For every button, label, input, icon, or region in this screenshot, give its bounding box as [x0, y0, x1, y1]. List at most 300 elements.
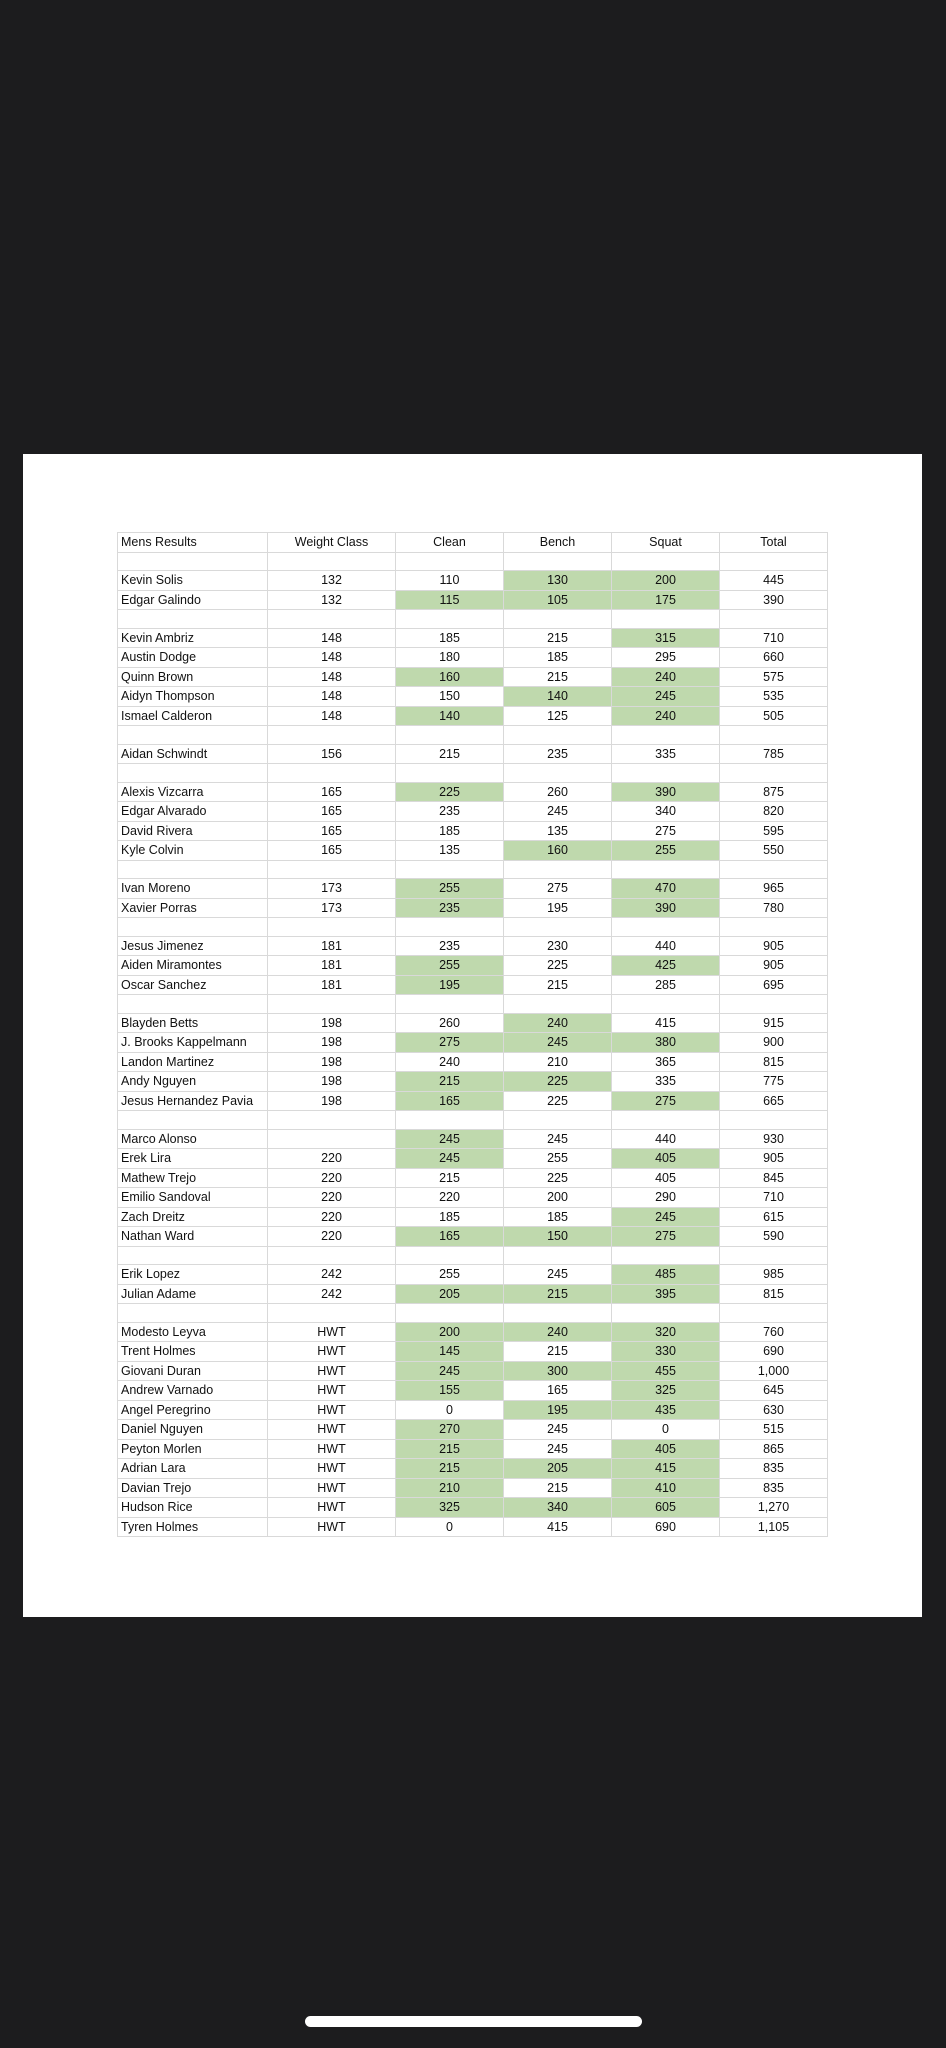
- empty-cell: [612, 726, 720, 745]
- bench-cell: 130: [504, 571, 612, 591]
- weight-class-cell: 220: [268, 1149, 396, 1169]
- athlete-name-cell: Ismael Calderon: [118, 706, 268, 726]
- clean-cell: 185: [396, 821, 504, 841]
- header-squat: Squat: [612, 533, 720, 553]
- table-row: [118, 1207, 828, 1227]
- squat-cell: 275: [612, 1091, 720, 1111]
- weight-class-cell: HWT: [268, 1439, 396, 1459]
- total-cell: 905: [720, 1149, 828, 1169]
- bench-cell: 215: [504, 1342, 612, 1362]
- total-cell: 575: [720, 667, 828, 687]
- weight-class-cell: 173: [268, 898, 396, 918]
- table-row: [118, 1013, 828, 1033]
- athlete-name-cell: J. Brooks Kappelmann: [118, 1033, 268, 1053]
- table-row: [118, 687, 828, 707]
- squat-cell: 315: [612, 628, 720, 648]
- athlete-name-cell: Adrian Lara: [118, 1459, 268, 1479]
- table-row: [118, 1322, 828, 1342]
- weight-class-cell: 198: [268, 1052, 396, 1072]
- empty-cell: [720, 552, 828, 571]
- total-cell: 900: [720, 1033, 828, 1053]
- empty-cell: [118, 1111, 268, 1130]
- empty-cell: [396, 764, 504, 783]
- total-cell: 535: [720, 687, 828, 707]
- total-cell: 710: [720, 628, 828, 648]
- clean-cell: 240: [396, 1052, 504, 1072]
- empty-cell: [396, 860, 504, 879]
- weight-class-cell: 198: [268, 1091, 396, 1111]
- bench-cell: 300: [504, 1361, 612, 1381]
- empty-cell: [396, 1304, 504, 1323]
- athlete-name-cell: Edgar Galindo: [118, 590, 268, 610]
- clean-cell: 150: [396, 687, 504, 707]
- weight-class-cell: 132: [268, 590, 396, 610]
- table-row: [118, 1227, 828, 1247]
- weight-class-cell: HWT: [268, 1342, 396, 1362]
- table-row: [118, 841, 828, 861]
- squat-cell: 405: [612, 1168, 720, 1188]
- weight-class-cell: 165: [268, 802, 396, 822]
- clean-cell: 185: [396, 628, 504, 648]
- empty-cell: [118, 860, 268, 879]
- bench-cell: 205: [504, 1459, 612, 1479]
- squat-cell: 335: [612, 744, 720, 764]
- empty-cell: [504, 764, 612, 783]
- empty-cell: [504, 860, 612, 879]
- bench-cell: 215: [504, 1478, 612, 1498]
- total-cell: 590: [720, 1227, 828, 1247]
- squat-cell: 245: [612, 1207, 720, 1227]
- athlete-name-cell: David Rivera: [118, 821, 268, 841]
- squat-cell: 395: [612, 1284, 720, 1304]
- total-cell: 905: [720, 936, 828, 956]
- weight-class-cell: HWT: [268, 1459, 396, 1479]
- squat-cell: 425: [612, 956, 720, 976]
- athlete-name-cell: Alexis Vizcarra: [118, 782, 268, 802]
- bench-cell: 160: [504, 841, 612, 861]
- weight-class-cell: 242: [268, 1284, 396, 1304]
- weight-class-cell: [268, 1129, 396, 1149]
- total-cell: 865: [720, 1439, 828, 1459]
- weight-class-cell: 220: [268, 1227, 396, 1247]
- athlete-name-cell: Kevin Solis: [118, 571, 268, 591]
- empty-cell: [504, 726, 612, 745]
- bench-cell: 230: [504, 936, 612, 956]
- spacer-row: [118, 918, 828, 937]
- table-row: [118, 1168, 828, 1188]
- athlete-name-cell: Marco Alonso: [118, 1129, 268, 1149]
- weight-class-cell: 220: [268, 1207, 396, 1227]
- empty-cell: [612, 1111, 720, 1130]
- spacer-row: [118, 726, 828, 745]
- empty-cell: [504, 610, 612, 629]
- weight-class-cell: 173: [268, 879, 396, 899]
- athlete-name-cell: Xavier Porras: [118, 898, 268, 918]
- empty-cell: [504, 1304, 612, 1323]
- clean-cell: 0: [396, 1400, 504, 1420]
- athlete-name-cell: Peyton Morlen: [118, 1439, 268, 1459]
- weight-class-cell: HWT: [268, 1498, 396, 1518]
- athlete-name-cell: Quinn Brown: [118, 667, 268, 687]
- table-row: [118, 1517, 828, 1537]
- empty-cell: [396, 995, 504, 1014]
- clean-cell: 160: [396, 667, 504, 687]
- empty-cell: [118, 1246, 268, 1265]
- squat-cell: 325: [612, 1381, 720, 1401]
- squat-cell: 285: [612, 975, 720, 995]
- weight-class-cell: HWT: [268, 1322, 396, 1342]
- weight-class-cell: 165: [268, 821, 396, 841]
- clean-cell: 235: [396, 936, 504, 956]
- total-cell: 785: [720, 744, 828, 764]
- empty-cell: [118, 918, 268, 937]
- bench-cell: 235: [504, 744, 612, 764]
- weight-class-cell: 148: [268, 687, 396, 707]
- total-cell: 1,270: [720, 1498, 828, 1518]
- squat-cell: 320: [612, 1322, 720, 1342]
- bench-cell: 245: [504, 1439, 612, 1459]
- squat-cell: 435: [612, 1400, 720, 1420]
- athlete-name-cell: Jesus Jimenez: [118, 936, 268, 956]
- empty-cell: [504, 1111, 612, 1130]
- clean-cell: 245: [396, 1361, 504, 1381]
- athlete-name-cell: Landon Martinez: [118, 1052, 268, 1072]
- athlete-name-cell: Erek Lira: [118, 1149, 268, 1169]
- empty-cell: [504, 918, 612, 937]
- athlete-name-cell: Ivan Moreno: [118, 879, 268, 899]
- bench-cell: 340: [504, 1498, 612, 1518]
- empty-cell: [612, 860, 720, 879]
- squat-cell: 405: [612, 1149, 720, 1169]
- clean-cell: 225: [396, 782, 504, 802]
- bench-cell: 200: [504, 1188, 612, 1208]
- empty-cell: [720, 610, 828, 629]
- empty-cell: [720, 726, 828, 745]
- squat-cell: 275: [612, 1227, 720, 1247]
- squat-cell: 440: [612, 1129, 720, 1149]
- bench-cell: 415: [504, 1517, 612, 1537]
- total-cell: 690: [720, 1342, 828, 1362]
- squat-cell: 415: [612, 1459, 720, 1479]
- bench-cell: 105: [504, 590, 612, 610]
- weight-class-cell: 181: [268, 975, 396, 995]
- bench-cell: 225: [504, 1168, 612, 1188]
- table-row: [118, 802, 828, 822]
- total-cell: 835: [720, 1459, 828, 1479]
- bench-cell: 245: [504, 1265, 612, 1285]
- clean-cell: 255: [396, 1265, 504, 1285]
- squat-cell: 200: [612, 571, 720, 591]
- clean-cell: 165: [396, 1227, 504, 1247]
- clean-cell: 155: [396, 1381, 504, 1401]
- empty-cell: [612, 1304, 720, 1323]
- squat-cell: 245: [612, 687, 720, 707]
- total-cell: 515: [720, 1420, 828, 1440]
- table-row: [118, 1361, 828, 1381]
- weight-class-cell: HWT: [268, 1361, 396, 1381]
- total-cell: 815: [720, 1052, 828, 1072]
- clean-cell: 215: [396, 744, 504, 764]
- empty-cell: [268, 1246, 396, 1265]
- total-cell: 695: [720, 975, 828, 995]
- empty-cell: [720, 1304, 828, 1323]
- total-cell: 780: [720, 898, 828, 918]
- header-clean: Clean: [396, 533, 504, 553]
- table-row: [118, 628, 828, 648]
- total-cell: 630: [720, 1400, 828, 1420]
- table-row: [118, 571, 828, 591]
- header-mens-results: Mens Results: [118, 533, 268, 553]
- bench-cell: 245: [504, 1420, 612, 1440]
- total-cell: 550: [720, 841, 828, 861]
- table-row: [118, 744, 828, 764]
- table-row: [118, 590, 828, 610]
- clean-cell: 215: [396, 1168, 504, 1188]
- bench-cell: 195: [504, 898, 612, 918]
- table-row: [118, 1400, 828, 1420]
- empty-cell: [268, 1304, 396, 1323]
- clean-cell: 235: [396, 802, 504, 822]
- table-row: [118, 1478, 828, 1498]
- bench-cell: 185: [504, 648, 612, 668]
- bench-cell: 185: [504, 1207, 612, 1227]
- empty-cell: [118, 995, 268, 1014]
- athlete-name-cell: Trent Holmes: [118, 1342, 268, 1362]
- spacer-row: [118, 1304, 828, 1323]
- total-cell: 660: [720, 648, 828, 668]
- weight-class-cell: HWT: [268, 1478, 396, 1498]
- clean-cell: 325: [396, 1498, 504, 1518]
- athlete-name-cell: Nathan Ward: [118, 1227, 268, 1247]
- weight-class-cell: 198: [268, 1013, 396, 1033]
- clean-cell: 255: [396, 879, 504, 899]
- table-row: [118, 975, 828, 995]
- home-indicator[interactable]: [305, 2016, 642, 2027]
- table-row: [118, 821, 828, 841]
- clean-cell: 165: [396, 1091, 504, 1111]
- header-total: Total: [720, 533, 828, 553]
- weight-class-cell: 220: [268, 1188, 396, 1208]
- weight-class-cell: 148: [268, 648, 396, 668]
- weight-class-cell: 242: [268, 1265, 396, 1285]
- athlete-name-cell: Tyren Holmes: [118, 1517, 268, 1537]
- clean-cell: 210: [396, 1478, 504, 1498]
- athlete-name-cell: Giovani Duran: [118, 1361, 268, 1381]
- squat-cell: 405: [612, 1439, 720, 1459]
- clean-cell: 255: [396, 956, 504, 976]
- clean-cell: 135: [396, 841, 504, 861]
- empty-cell: [118, 610, 268, 629]
- table-row: [118, 956, 828, 976]
- total-cell: 875: [720, 782, 828, 802]
- table-row: [118, 1072, 828, 1092]
- clean-cell: 275: [396, 1033, 504, 1053]
- clean-cell: 205: [396, 1284, 504, 1304]
- squat-cell: 390: [612, 898, 720, 918]
- total-cell: 965: [720, 879, 828, 899]
- athlete-name-cell: Kevin Ambriz: [118, 628, 268, 648]
- table-row: [118, 1265, 828, 1285]
- clean-cell: 185: [396, 1207, 504, 1227]
- total-cell: 915: [720, 1013, 828, 1033]
- bench-cell: 225: [504, 1072, 612, 1092]
- empty-cell: [118, 552, 268, 571]
- total-cell: 820: [720, 802, 828, 822]
- squat-cell: 255: [612, 841, 720, 861]
- table-row: [118, 898, 828, 918]
- spacer-row: [118, 1111, 828, 1130]
- header-bench: Bench: [504, 533, 612, 553]
- weight-class-cell: 148: [268, 667, 396, 687]
- empty-cell: [396, 1246, 504, 1265]
- clean-cell: 110: [396, 571, 504, 591]
- table-row: [118, 1033, 828, 1053]
- weight-class-cell: 181: [268, 936, 396, 956]
- bench-cell: 135: [504, 821, 612, 841]
- table-row: [118, 1498, 828, 1518]
- athlete-name-cell: Aiden Miramontes: [118, 956, 268, 976]
- empty-cell: [720, 918, 828, 937]
- total-cell: 615: [720, 1207, 828, 1227]
- weight-class-cell: 181: [268, 956, 396, 976]
- bench-cell: 125: [504, 706, 612, 726]
- squat-cell: 290: [612, 1188, 720, 1208]
- empty-cell: [396, 918, 504, 937]
- total-cell: 710: [720, 1188, 828, 1208]
- clean-cell: 215: [396, 1072, 504, 1092]
- clean-cell: 235: [396, 898, 504, 918]
- weight-class-cell: 132: [268, 571, 396, 591]
- empty-cell: [720, 1246, 828, 1265]
- table-row: [118, 1342, 828, 1362]
- total-cell: 445: [720, 571, 828, 591]
- squat-cell: 440: [612, 936, 720, 956]
- table-row: [118, 936, 828, 956]
- total-cell: 815: [720, 1284, 828, 1304]
- empty-cell: [118, 1304, 268, 1323]
- bench-cell: 245: [504, 1129, 612, 1149]
- squat-cell: 0: [612, 1420, 720, 1440]
- clean-cell: 220: [396, 1188, 504, 1208]
- athlete-name-cell: Kyle Colvin: [118, 841, 268, 861]
- total-cell: 505: [720, 706, 828, 726]
- bench-cell: 215: [504, 1284, 612, 1304]
- athlete-name-cell: Austin Dodge: [118, 648, 268, 668]
- weight-class-cell: 148: [268, 706, 396, 726]
- weight-class-cell: 165: [268, 841, 396, 861]
- table-row: [118, 1284, 828, 1304]
- spacer-row: [118, 610, 828, 629]
- squat-cell: 275: [612, 821, 720, 841]
- clean-cell: 245: [396, 1149, 504, 1169]
- squat-cell: 340: [612, 802, 720, 822]
- athlete-name-cell: Andrew Varnado: [118, 1381, 268, 1401]
- squat-cell: 690: [612, 1517, 720, 1537]
- squat-cell: 415: [612, 1013, 720, 1033]
- empty-cell: [720, 995, 828, 1014]
- empty-cell: [268, 918, 396, 937]
- squat-cell: 470: [612, 879, 720, 899]
- clean-cell: 215: [396, 1459, 504, 1479]
- bench-cell: 275: [504, 879, 612, 899]
- empty-cell: [268, 860, 396, 879]
- empty-cell: [268, 1111, 396, 1130]
- athlete-name-cell: Hudson Rice: [118, 1498, 268, 1518]
- athlete-name-cell: Mathew Trejo: [118, 1168, 268, 1188]
- total-cell: 665: [720, 1091, 828, 1111]
- empty-cell: [268, 726, 396, 745]
- empty-cell: [268, 995, 396, 1014]
- table-row: [118, 1052, 828, 1072]
- empty-cell: [720, 1111, 828, 1130]
- squat-cell: 240: [612, 667, 720, 687]
- table-row: [118, 1381, 828, 1401]
- total-cell: 775: [720, 1072, 828, 1092]
- squat-cell: 390: [612, 782, 720, 802]
- total-cell: 645: [720, 1381, 828, 1401]
- empty-cell: [612, 610, 720, 629]
- bench-cell: 260: [504, 782, 612, 802]
- clean-cell: 270: [396, 1420, 504, 1440]
- clean-cell: 180: [396, 648, 504, 668]
- athlete-name-cell: Aidyn Thompson: [118, 687, 268, 707]
- document-page: [23, 454, 922, 1617]
- squat-cell: 485: [612, 1265, 720, 1285]
- bench-cell: 165: [504, 1381, 612, 1401]
- athlete-name-cell: Jesus Hernandez Pavia: [118, 1091, 268, 1111]
- table-row: [118, 1129, 828, 1149]
- empty-cell: [396, 552, 504, 571]
- total-cell: 390: [720, 590, 828, 610]
- empty-cell: [118, 726, 268, 745]
- bench-cell: 215: [504, 667, 612, 687]
- bench-cell: 245: [504, 1033, 612, 1053]
- header-weight-class: Weight Class: [268, 533, 396, 553]
- empty-cell: [396, 610, 504, 629]
- athlete-name-cell: Erik Lopez: [118, 1265, 268, 1285]
- table-row: [118, 648, 828, 668]
- total-cell: 845: [720, 1168, 828, 1188]
- empty-cell: [612, 552, 720, 571]
- squat-cell: 605: [612, 1498, 720, 1518]
- clean-cell: 115: [396, 590, 504, 610]
- spacer-row: [118, 1246, 828, 1265]
- bench-cell: 245: [504, 802, 612, 822]
- clean-cell: 260: [396, 1013, 504, 1033]
- total-cell: 1,000: [720, 1361, 828, 1381]
- empty-cell: [612, 764, 720, 783]
- clean-cell: 145: [396, 1342, 504, 1362]
- weight-class-cell: 165: [268, 782, 396, 802]
- weight-class-cell: HWT: [268, 1517, 396, 1537]
- empty-cell: [504, 552, 612, 571]
- weight-class-cell: 156: [268, 744, 396, 764]
- clean-cell: 200: [396, 1322, 504, 1342]
- empty-cell: [118, 764, 268, 783]
- total-cell: 905: [720, 956, 828, 976]
- header-row: [118, 533, 828, 553]
- athlete-name-cell: Angel Peregrino: [118, 1400, 268, 1420]
- table-row: [118, 879, 828, 899]
- spacer-row: [118, 764, 828, 783]
- empty-cell: [504, 995, 612, 1014]
- bench-cell: 215: [504, 975, 612, 995]
- bench-cell: 140: [504, 687, 612, 707]
- weight-class-cell: HWT: [268, 1381, 396, 1401]
- clean-cell: 215: [396, 1439, 504, 1459]
- squat-cell: 330: [612, 1342, 720, 1362]
- empty-cell: [720, 860, 828, 879]
